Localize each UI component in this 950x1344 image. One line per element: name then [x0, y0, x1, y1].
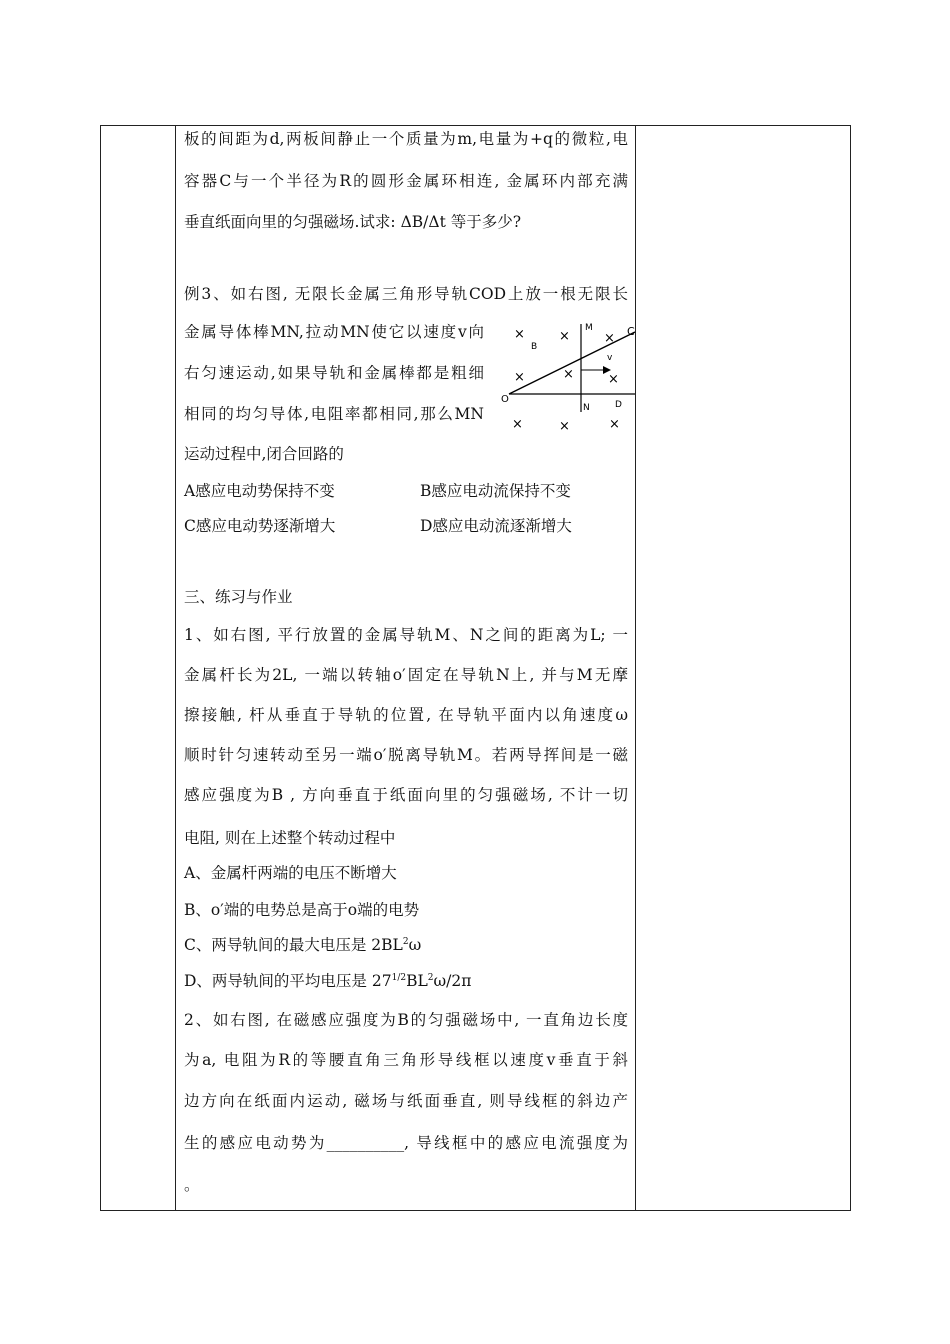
example3-line-5: 运动过程中,闭合回路的 [184, 445, 344, 463]
label-d: D [615, 400, 622, 410]
q1-line-2: 金属杆长为2L, 一端以转轴o′固定在导轨N上, 并与M无摩 [184, 666, 628, 684]
example3-line-2: 金属导体棒MN,拉动MN使它以速度v向 [184, 323, 484, 341]
example3-option-c: C感应电动势逐渐增大 [184, 517, 336, 535]
label-m: M [585, 323, 593, 333]
q1-option-c-exponent: 2 [402, 937, 409, 947]
example3-line-1: 例3、如右图, 无限长金属三角形导轨COD上放一根无限长 [184, 285, 628, 303]
column-divider-right [635, 126, 636, 1210]
example3-option-b: B感应电动流保持不变 [420, 482, 571, 500]
field-cross: × [608, 372, 619, 387]
q1-option-d-mid: BL [406, 972, 428, 990]
q1-option-d [184, 971, 471, 991]
field-cross: × [559, 419, 570, 434]
column-divider-left [175, 126, 176, 1210]
field-cross: × [512, 417, 523, 432]
label-b: B [531, 342, 538, 352]
q2-line-5: 。 [184, 1176, 200, 1194]
section-heading: 三、练习与作业 [184, 588, 293, 606]
q2-line-3: 边方向在纸面内运动, 磁场与纸面垂直, 则导线框的斜边产 [184, 1092, 628, 1110]
label-v: v [607, 353, 613, 363]
q1-line-4: 顺时针匀速转动至另一端o′脱离导轨M。若两导挥间是一磁 [184, 746, 628, 764]
label-n: N [583, 403, 590, 413]
q1-option-d-exponent: 1/2 [391, 973, 407, 983]
field-cross: × [609, 417, 620, 432]
q1-line-6: 电阻, 则在上述整个转动过程中 [184, 829, 396, 847]
q1-option-b: B、o′端的电势总是高于o端的电势 [184, 901, 420, 919]
q1-option-d-text: D、两导轨间的平均电压是 27 [184, 972, 392, 990]
q2-line-2: 为a, 电阻为R的等腰直角三角形导线框以速度v垂直于斜 [184, 1051, 628, 1069]
intro-line-3: 垂直纸面向里的匀强磁场.试求: ΔB/Δt 等于多少? [184, 213, 522, 231]
q1-line-1: 1、如右图, 平行放置的金属导轨M、N之间的距离为L; 一 [184, 626, 628, 644]
field-cross: × [604, 331, 615, 346]
example3-line-3: 右匀速运动,如果导轨和金属棒都是粗细 [184, 364, 484, 382]
q1-option-d-tail: ω/2π [433, 972, 472, 990]
field-cross: × [514, 370, 525, 385]
field-cross: × [559, 329, 570, 344]
field-cross: × [514, 327, 525, 342]
q1-option-d-exponent-2: 2 [427, 973, 434, 983]
example3-option-d: D感应电动流逐渐增大 [420, 517, 572, 535]
q1-option-c-text: C、两导轨间的最大电压是 2BL [184, 936, 403, 954]
q2-line-1: 2、如右图, 在磁感应强度为B的匀强磁场中, 一直角边长度 [184, 1011, 628, 1029]
label-o: O [501, 394, 509, 405]
rail-diagram [497, 316, 639, 434]
intro-line-2: 容器C与一个半径为R的圆形金属环相连, 金属环内部充满 [184, 172, 628, 190]
q1-line-5: 感应强度为B , 方向垂直于纸面向里的匀强磁场, 不计一切 [184, 786, 628, 804]
q1-option-c-tail: ω [408, 936, 422, 954]
label-c: C [627, 325, 635, 338]
q2-line-4: 生的感应电动势为__________, 导线框中的感应电流强度为 [184, 1134, 628, 1152]
q1-option-c [184, 935, 421, 955]
q1-line-3: 擦接触, 杆从垂直于导轨的位置, 在导轨平面内以角速度ω [184, 706, 628, 724]
intro-line-1: 板的间距为d,两板间静止一个质量为m,电量为+q的微粒,电 [184, 130, 628, 148]
field-cross: × [563, 367, 574, 382]
q1-option-a: A、金属杆两端的电压不断增大 [184, 864, 397, 882]
example3-line-4: 相同的均匀导体,电阻率都相同,那么MN [184, 405, 484, 423]
example3-option-a: A感应电动势保持不变 [184, 482, 335, 500]
